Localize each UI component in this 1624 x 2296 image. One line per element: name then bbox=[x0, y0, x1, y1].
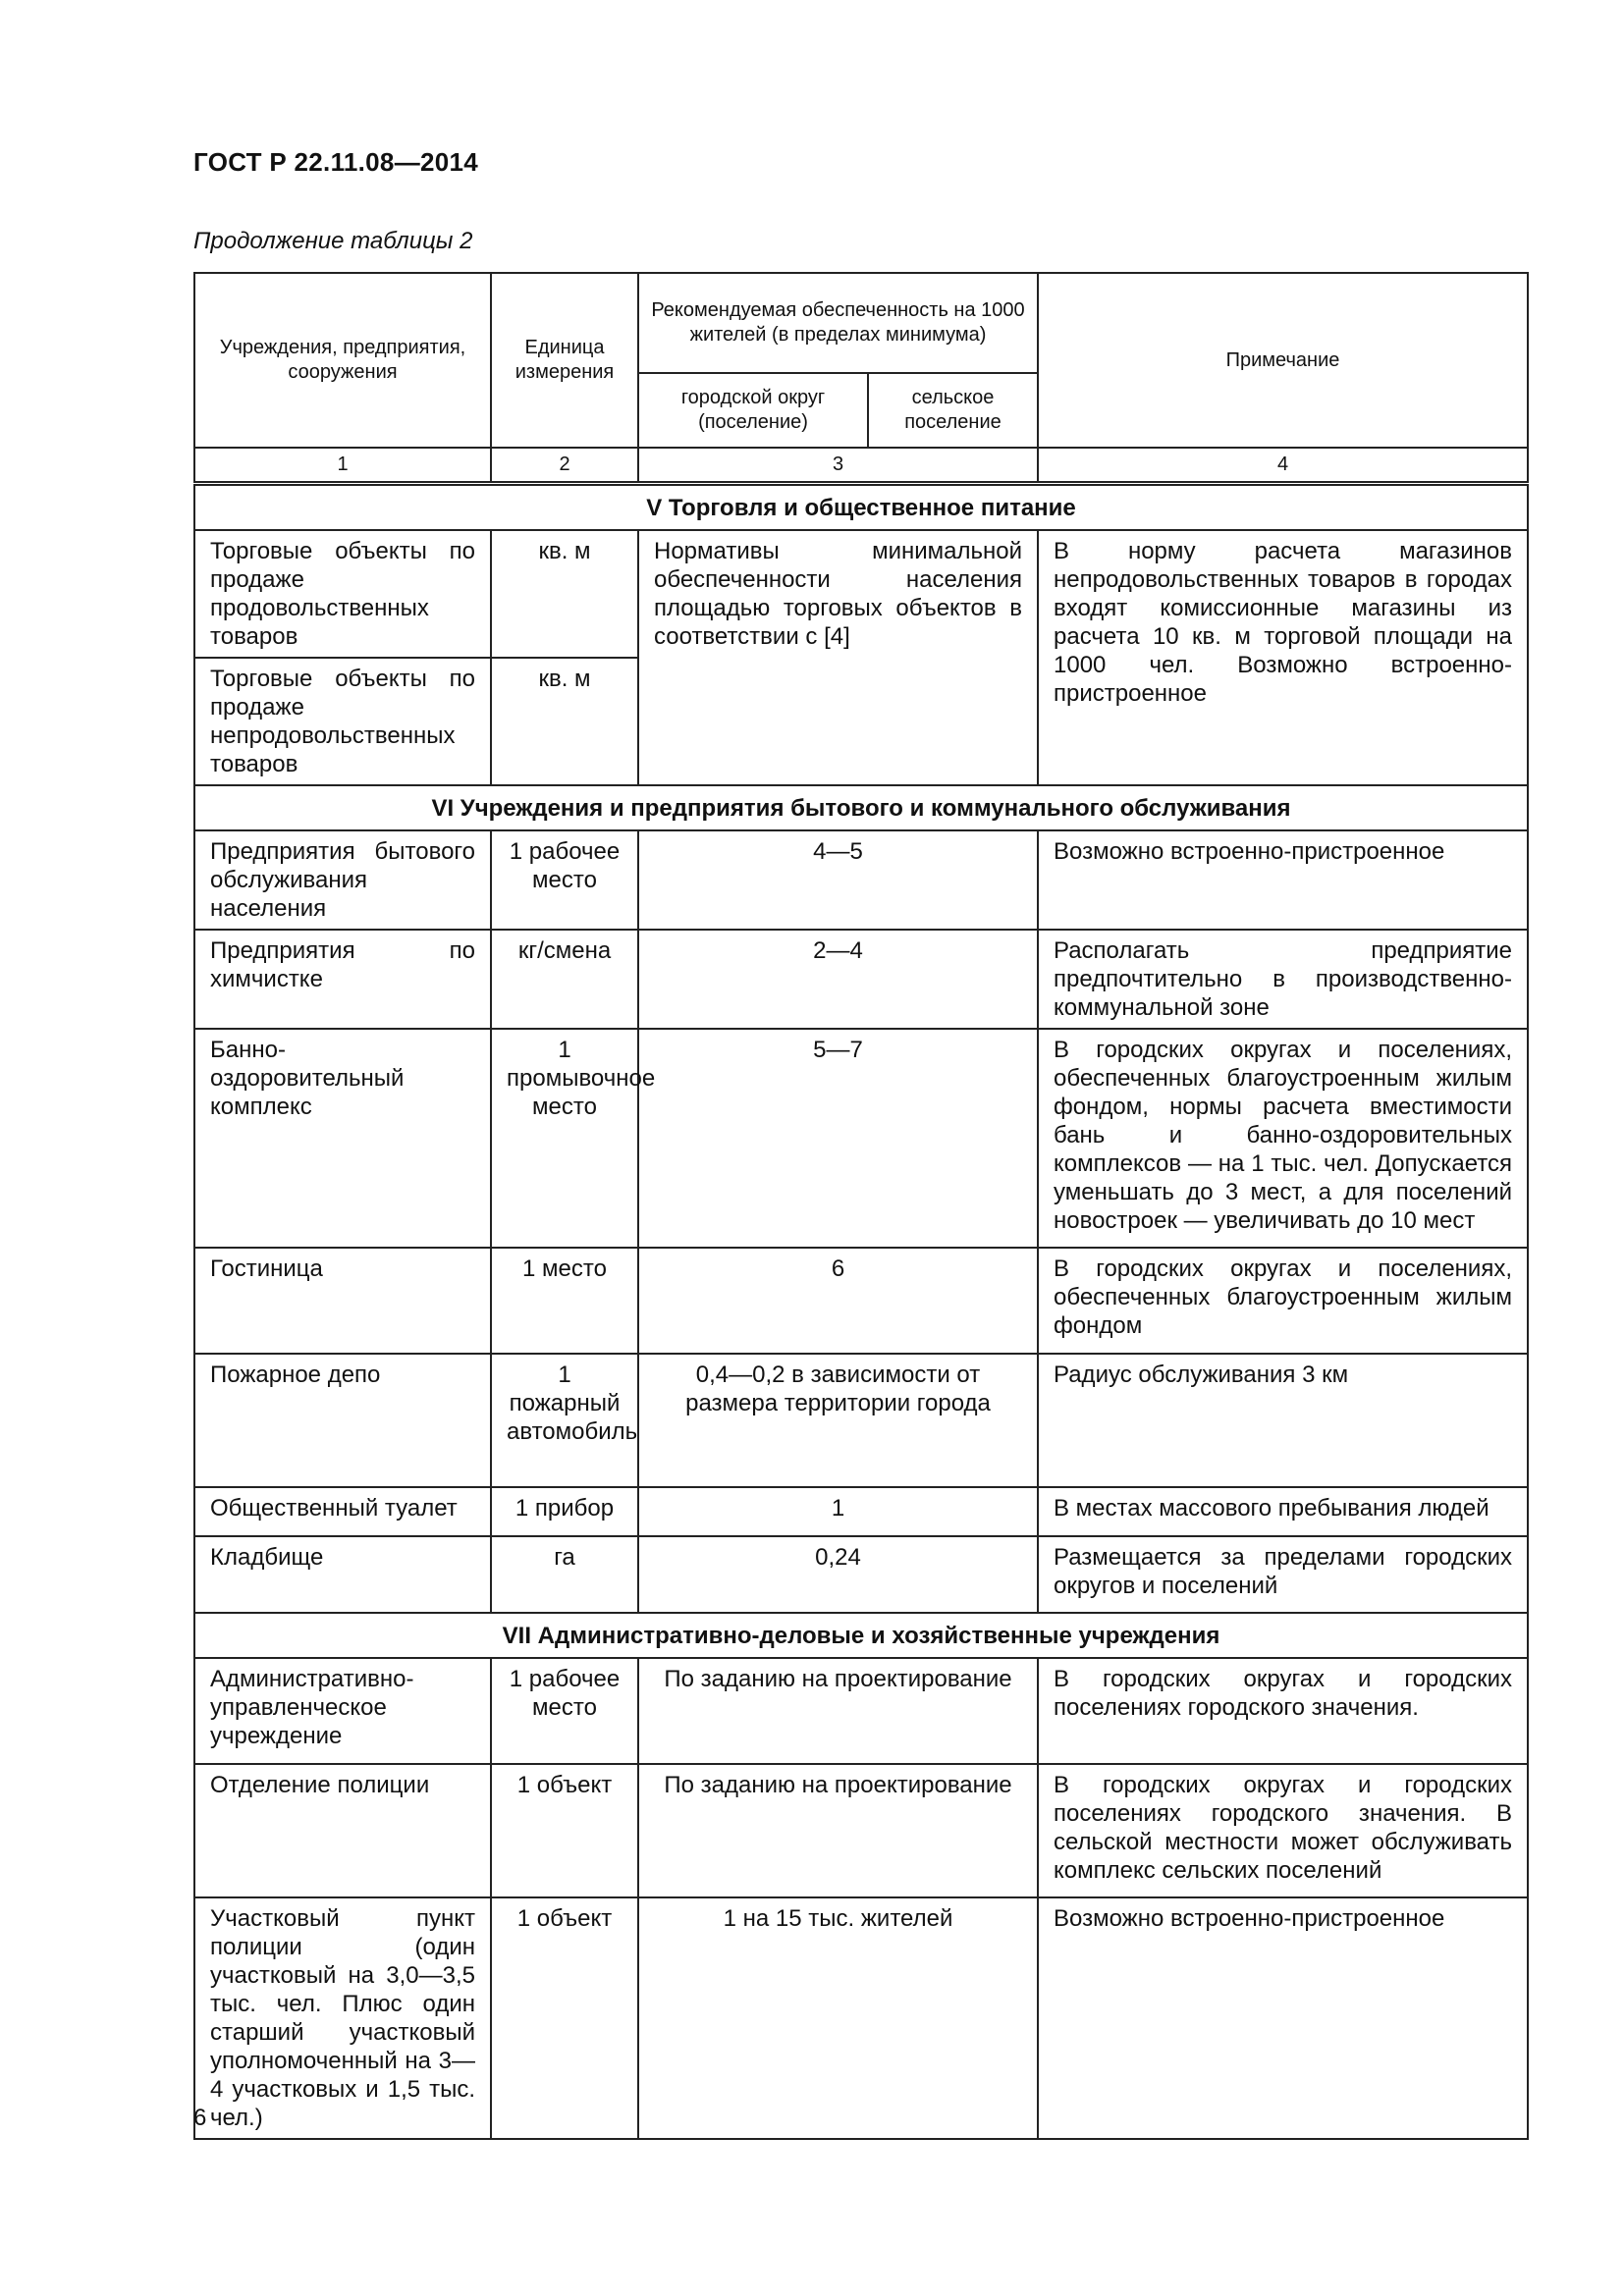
page-number: 6 bbox=[193, 2105, 207, 2131]
col-header-unit: Единица измерения bbox=[491, 273, 638, 448]
row-name: Кладбище bbox=[194, 1536, 491, 1613]
row-value: По заданию на проектирование bbox=[638, 1658, 1038, 1764]
row-note: В городских округах и поселениях, обеспеченных благоустроенным жилым фондом bbox=[1038, 1248, 1528, 1354]
row-name: Административно-управленческое учреждение bbox=[194, 1658, 491, 1764]
document-code: ГОСТ Р 22.11.08—2014 bbox=[193, 147, 479, 177]
col-number: 2 bbox=[491, 448, 638, 484]
row-note: В городских округах и городских поселениях городского значения. bbox=[1038, 1658, 1528, 1764]
table-row bbox=[194, 1897, 1528, 2139]
col-header-note: Примечание bbox=[1038, 273, 1528, 448]
col-number: 4 bbox=[1038, 448, 1528, 484]
row-value: 6 bbox=[638, 1248, 1038, 1354]
row-note: Возможно встроенно-пристроенное bbox=[1038, 830, 1528, 930]
table-caption: Продолжение таблицы 2 bbox=[193, 228, 473, 254]
row-name: Пожарное депо bbox=[194, 1354, 491, 1487]
row-note: Располагать предприятие предпочтительно в производственно-коммунальной зоне bbox=[1038, 930, 1528, 1029]
row-value: 5—7 bbox=[638, 1029, 1038, 1248]
row-name: Торговые объекты по продаже непродовольственных товаров bbox=[194, 658, 491, 785]
row-value: 2—4 bbox=[638, 930, 1038, 1029]
table-row bbox=[194, 830, 1528, 930]
table-row bbox=[194, 1658, 1528, 1764]
table-row bbox=[194, 1764, 1528, 1897]
row-unit: кв. м bbox=[491, 658, 638, 785]
row-note: Радиус обслуживания 3 км bbox=[1038, 1354, 1528, 1487]
row-note: Возможно встроенно-пристроенное bbox=[1038, 1897, 1528, 2139]
table-row bbox=[194, 1029, 1528, 1248]
row-name: Банно-оздоровительный комплекс bbox=[194, 1029, 491, 1248]
col-header-rural: сельское поселение bbox=[868, 373, 1038, 448]
col-header-urban: городской округ (поселение) bbox=[638, 373, 868, 448]
row-note: В городских округах и поселениях, обеспеченных благоустроенным жилым фондом, нормы расчета вместимости бань и банно-оздоровительных комплексов — на 1 тыс. чел. Допускается уменьшать до 3 мест, а для поселений новостроек — увеличивать до 10 мест bbox=[1038, 1029, 1528, 1248]
row-unit: 1 объект bbox=[491, 1897, 638, 2139]
row-value: По заданию на проектирование bbox=[638, 1764, 1038, 1897]
row-note: Размещается за пределами городских округов и поселений bbox=[1038, 1536, 1528, 1613]
row-value: 4—5 bbox=[638, 830, 1038, 930]
row-unit: га bbox=[491, 1536, 638, 1613]
row-value: 1 bbox=[638, 1487, 1038, 1536]
table-row bbox=[194, 930, 1528, 1029]
section-header-administrative bbox=[194, 1613, 1528, 1658]
row-value: 1 на 15 тыс. жителей bbox=[638, 1897, 1038, 2139]
section-title: V Торговля и общественное питание bbox=[194, 484, 1528, 531]
row-unit: кв. м bbox=[491, 530, 638, 658]
row-unit: 1 объект bbox=[491, 1764, 638, 1897]
row-name: Гостиница bbox=[194, 1248, 491, 1354]
section-title: VII Административно-деловые и хозяйственные учреждения bbox=[194, 1613, 1528, 1658]
column-numbers-row bbox=[194, 448, 1528, 484]
header-row bbox=[194, 273, 1528, 373]
table-row bbox=[194, 1487, 1528, 1536]
section-header-trade bbox=[194, 484, 1528, 531]
row-unit: 1 пожарный автомобиль bbox=[491, 1354, 638, 1487]
standards-table bbox=[193, 272, 1529, 2140]
col-number: 1 bbox=[194, 448, 491, 484]
section-header-services bbox=[194, 785, 1528, 830]
table-row bbox=[194, 1248, 1528, 1354]
row-value: 0,24 bbox=[638, 1536, 1038, 1613]
table-row bbox=[194, 1536, 1528, 1613]
row-name: Торговые объекты по продаже продовольственных товаров bbox=[194, 530, 491, 658]
col-header-provision: Рекомендуемая обеспеченность на 1000 жителей (в пределах минимума) bbox=[638, 273, 1038, 373]
table-row bbox=[194, 530, 1528, 658]
row-unit: 1 промывочное место bbox=[491, 1029, 638, 1248]
col-number: 3 bbox=[638, 448, 1038, 484]
row-value: Нормативы минимальной обеспеченности населения площадью торговых объектов в соответствии с [4] bbox=[638, 530, 1038, 785]
col-header-institutions: Учреждения, предприятия, сооружения bbox=[194, 273, 491, 448]
row-name: Отделение полиции bbox=[194, 1764, 491, 1897]
row-unit: 1 место bbox=[491, 1248, 638, 1354]
row-note: В местах массового пребывания людей bbox=[1038, 1487, 1528, 1536]
row-name: Общественный туалет bbox=[194, 1487, 491, 1536]
row-note: В городских округах и городских поселениях городского значения. В сельской местности может обслуживать комплекс сельских поселений bbox=[1038, 1764, 1528, 1897]
row-unit: кг/смена bbox=[491, 930, 638, 1029]
row-unit: 1 прибор bbox=[491, 1487, 638, 1536]
row-name: Предприятия бытового обслуживания населения bbox=[194, 830, 491, 930]
row-value: 0,4—0,2 в зависимости от размера территории города bbox=[638, 1354, 1038, 1487]
section-title: VI Учреждения и предприятия бытового и коммунального обслуживания bbox=[194, 785, 1528, 830]
row-name: Предприятия по химчистке bbox=[194, 930, 491, 1029]
row-note: В норму расчета магазинов непродовольственных товаров в городах входят комиссионные магазины из расчета 10 кв. м торговой площади на 1000 чел. Возможно встроенно-пристроенное bbox=[1038, 530, 1528, 785]
row-name: Участковый пункт полиции (один участковый на 3,0—3,5 тыс. чел. Плюс один старший участковый уполномоченный на 3—4 участковых и 1,5 тыс. чел.) bbox=[194, 1897, 491, 2139]
row-unit: 1 рабочее место bbox=[491, 830, 638, 930]
row-unit: 1 рабочее место bbox=[491, 1658, 638, 1764]
table-row bbox=[194, 1354, 1528, 1487]
